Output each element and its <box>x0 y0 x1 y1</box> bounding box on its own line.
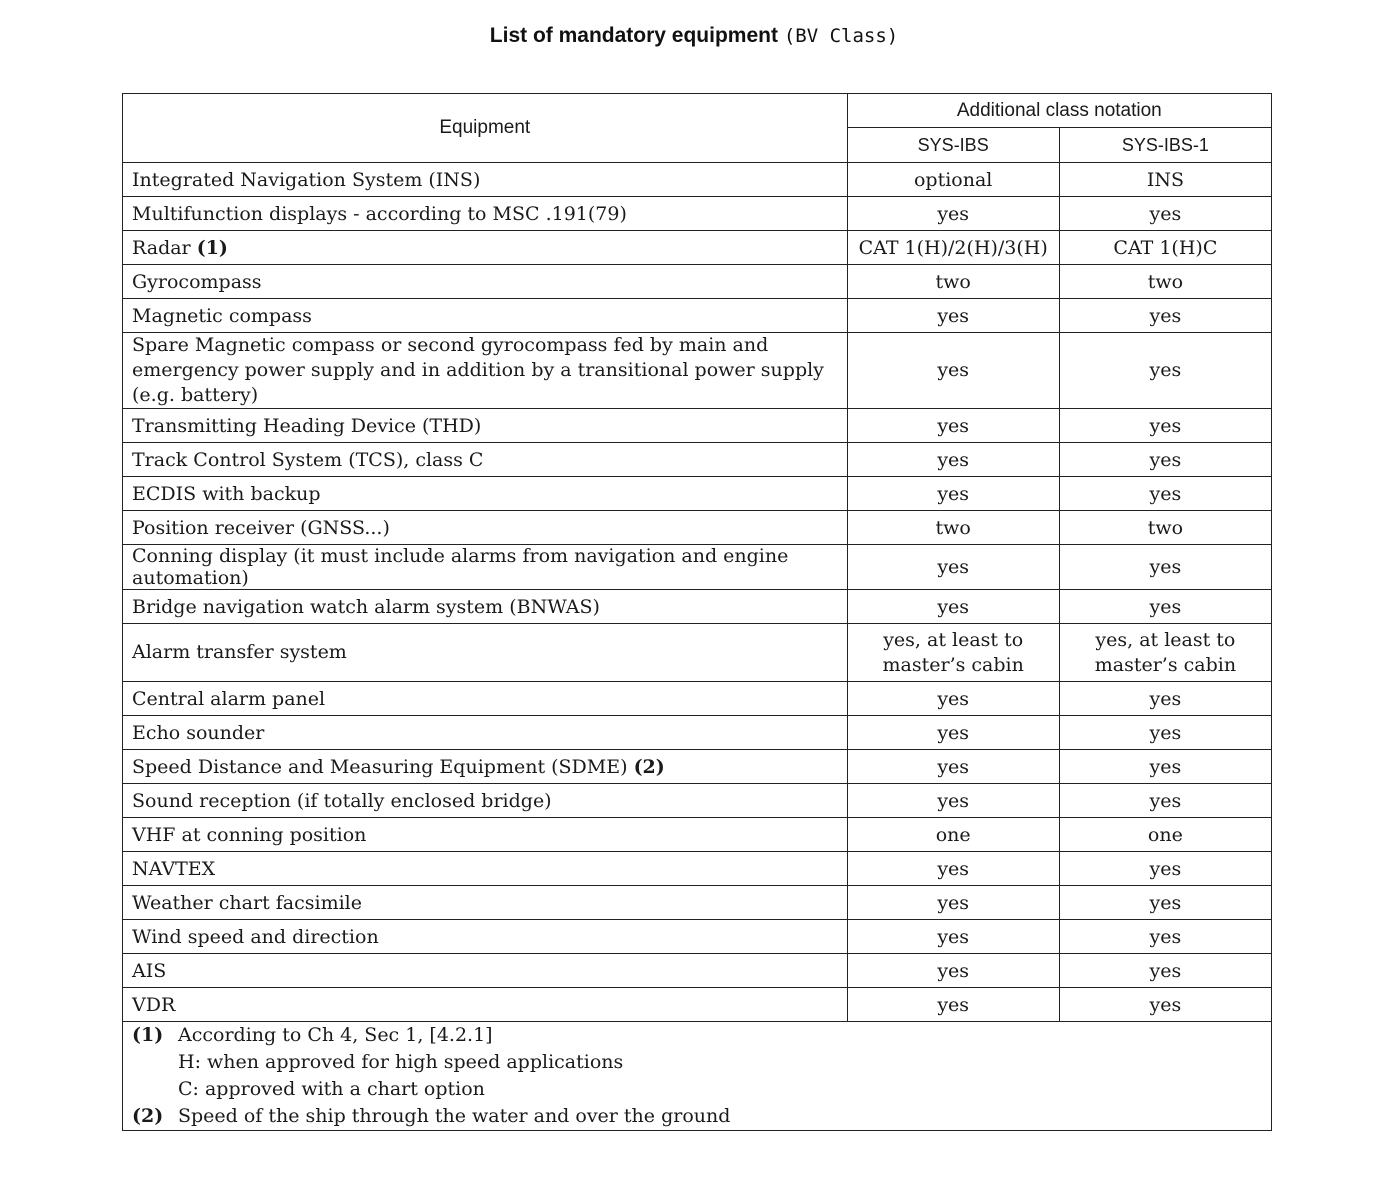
equipment-name-text: Magnetic compass <box>132 304 312 327</box>
sys-ibs-1-value: yes <box>1059 852 1271 886</box>
equipment-name-text: Conning display (it must include alarms from navigation and engine automation) <box>132 545 789 589</box>
equipment-name <box>123 409 848 443</box>
table-row <box>123 920 1272 954</box>
sys-ibs-1-value: yes <box>1059 682 1271 716</box>
sys-ibs-value: yes <box>847 443 1059 477</box>
table-row <box>123 163 1272 197</box>
equipment-name-text: AIS <box>132 959 167 982</box>
sys-ibs-value: two <box>847 511 1059 545</box>
sys-ibs-1-value: two <box>1059 511 1271 545</box>
header-sys-ibs-1: SYS-IBS-1 <box>1059 128 1271 163</box>
table-row <box>123 590 1272 624</box>
equipment-name <box>123 954 848 988</box>
sys-ibs-1-value: yes, at least to master’s cabin <box>1059 624 1271 682</box>
sys-ibs-value: yes <box>847 545 1059 590</box>
sys-ibs-value: yes <box>847 333 1059 409</box>
table-row <box>123 818 1272 852</box>
sys-ibs-1-value: yes <box>1059 750 1271 784</box>
equipment-name-text: Gyrocompass <box>132 270 262 293</box>
table-row <box>123 265 1272 299</box>
equipment-name-text: Echo sounder <box>132 721 265 744</box>
table-row <box>123 852 1272 886</box>
sys-ibs-1-value: yes <box>1059 197 1271 231</box>
table-body <box>123 163 1272 1022</box>
equipment-name <box>123 886 848 920</box>
table-row <box>123 299 1272 333</box>
sys-ibs-value: yes <box>847 920 1059 954</box>
equipment-name <box>123 682 848 716</box>
table-row <box>123 443 1272 477</box>
equipment-name <box>123 818 848 852</box>
footnote-text: Speed of the ship through the water and over the ground <box>178 1105 731 1127</box>
sys-ibs-1-value: yes <box>1059 988 1271 1022</box>
sys-ibs-1-value: yes <box>1059 920 1271 954</box>
sys-ibs-value: CAT 1(H)/2(H)/3(H) <box>847 231 1059 265</box>
footnote-subline: H: when approved for high speed applications <box>178 1051 624 1073</box>
table-row <box>123 477 1272 511</box>
sys-ibs-value: yes <box>847 852 1059 886</box>
sys-ibs-value: yes <box>847 988 1059 1022</box>
equipment-name <box>123 624 848 682</box>
table-row <box>123 409 1272 443</box>
equipment-name <box>123 443 848 477</box>
footnotes <box>123 1022 1272 1131</box>
equipment-name-text: NAVTEX <box>132 857 216 880</box>
equipment-name-text: VDR <box>132 993 176 1016</box>
title-main: List of mandatory equipment <box>489 24 778 47</box>
header-sys-ibs: SYS-IBS <box>847 128 1059 163</box>
sys-ibs-value: yes <box>847 886 1059 920</box>
sys-ibs-value: yes <box>847 477 1059 511</box>
sys-ibs-1-value: CAT 1(H)C <box>1059 231 1271 265</box>
sys-ibs-value: yes <box>847 784 1059 818</box>
equipment-name-text: ECDIS with backup <box>132 482 321 505</box>
sys-ibs-value: optional <box>847 163 1059 197</box>
equipment-name <box>123 163 848 197</box>
equipment-name-text: Integrated Navigation System (INS) <box>132 168 481 191</box>
equipment-name-text: Sound reception (if totally enclosed bridge) <box>132 789 552 812</box>
sys-ibs-1-value: yes <box>1059 409 1271 443</box>
header-equipment: Equipment <box>123 94 848 163</box>
equipment-name <box>123 299 848 333</box>
equipment-name <box>123 750 848 784</box>
equipment-name-text: Alarm transfer system <box>132 641 347 663</box>
table-row <box>123 750 1272 784</box>
sys-ibs-1-value: yes <box>1059 954 1271 988</box>
sys-ibs-1-value: yes <box>1059 784 1271 818</box>
table-row <box>123 231 1272 265</box>
equipment-table <box>122 93 1272 1131</box>
sys-ibs-1-value: yes <box>1059 886 1271 920</box>
sys-ibs-value: yes <box>847 409 1059 443</box>
table-row <box>123 511 1272 545</box>
table-row <box>123 988 1272 1022</box>
sys-ibs-1-value: yes <box>1059 299 1271 333</box>
footnote-subline: C: approved with a chart option <box>178 1078 485 1100</box>
footnote-number: (2) <box>132 1105 164 1127</box>
equipment-name <box>123 545 848 590</box>
footnote-ref: (1) <box>196 236 228 259</box>
sys-ibs-1-value: yes <box>1059 545 1271 590</box>
sys-ibs-value: one <box>847 818 1059 852</box>
equipment-name-text: Spare Magnetic compass or second gyrocompass fed by main and emergency power supply and in addition by a transitional power supply (e.g. battery) <box>132 334 824 406</box>
equipment-name-text: Track Control System (TCS), class C <box>132 448 484 471</box>
sys-ibs-1-value: two <box>1059 265 1271 299</box>
sys-ibs-1-value: yes <box>1059 477 1271 511</box>
equipment-name <box>123 511 848 545</box>
equipment-name-text: Speed Distance and Measuring Equipment (SDME) <box>132 755 628 778</box>
sys-ibs-value: yes <box>847 954 1059 988</box>
sys-ibs-value: yes, at least to master’s cabin <box>847 624 1059 682</box>
table-row <box>123 682 1272 716</box>
table-row <box>123 716 1272 750</box>
footnote-text: According to Ch 4, Sec 1, [4.2.1] <box>178 1024 493 1046</box>
table-row <box>123 886 1272 920</box>
footnote-ref: (2) <box>633 755 665 778</box>
equipment-name <box>123 197 848 231</box>
table-row <box>123 784 1272 818</box>
equipment-name-text: Bridge navigation watch alarm system (BNWAS) <box>132 595 600 618</box>
equipment-name <box>123 265 848 299</box>
sys-ibs-value: yes <box>847 682 1059 716</box>
title-sub: (BV Class) <box>783 25 899 47</box>
sys-ibs-value: yes <box>847 716 1059 750</box>
sys-ibs-value: yes <box>847 197 1059 231</box>
equipment-name-text: Transmitting Heading Device (THD) <box>132 414 482 437</box>
equipment-name <box>123 333 848 409</box>
sys-ibs-1-value: yes <box>1059 716 1271 750</box>
equipment-name <box>123 920 848 954</box>
equipment-name <box>123 852 848 886</box>
equipment-name-text: Multifunction displays - according to MSC .191(79) <box>132 202 627 225</box>
equipment-name <box>123 784 848 818</box>
equipment-name <box>123 231 848 265</box>
sys-ibs-value: two <box>847 265 1059 299</box>
sys-ibs-1-value: INS <box>1059 163 1271 197</box>
table-row <box>123 545 1272 590</box>
sys-ibs-value: yes <box>847 299 1059 333</box>
footnote <box>132 1103 1262 1130</box>
sys-ibs-1-value: one <box>1059 818 1271 852</box>
equipment-name-text: Position receiver (GNSS...) <box>132 516 390 539</box>
page-title <box>0 24 1388 48</box>
equipment-name-text: VHF at conning position <box>132 823 367 846</box>
sys-ibs-1-value: yes <box>1059 333 1271 409</box>
equipment-name-text: Wind speed and direction <box>132 925 379 948</box>
table-row <box>123 954 1272 988</box>
equipment-name <box>123 590 848 624</box>
sys-ibs-value: yes <box>847 750 1059 784</box>
equipment-name-text: Radar <box>132 236 191 259</box>
equipment-name <box>123 477 848 511</box>
sys-ibs-value: yes <box>847 590 1059 624</box>
equipment-name-text: Central alarm panel <box>132 687 326 710</box>
equipment-name-text: Weather chart facsimile <box>132 891 362 914</box>
sys-ibs-1-value: yes <box>1059 590 1271 624</box>
equipment-name <box>123 716 848 750</box>
header-class-notation: Additional class notation <box>847 94 1271 128</box>
equipment-name <box>123 988 848 1022</box>
footnote-number: (1) <box>132 1024 164 1046</box>
table-row <box>123 333 1272 409</box>
table-row <box>123 197 1272 231</box>
table-row <box>123 624 1272 682</box>
sys-ibs-1-value: yes <box>1059 443 1271 477</box>
footnote <box>132 1022 1262 1049</box>
